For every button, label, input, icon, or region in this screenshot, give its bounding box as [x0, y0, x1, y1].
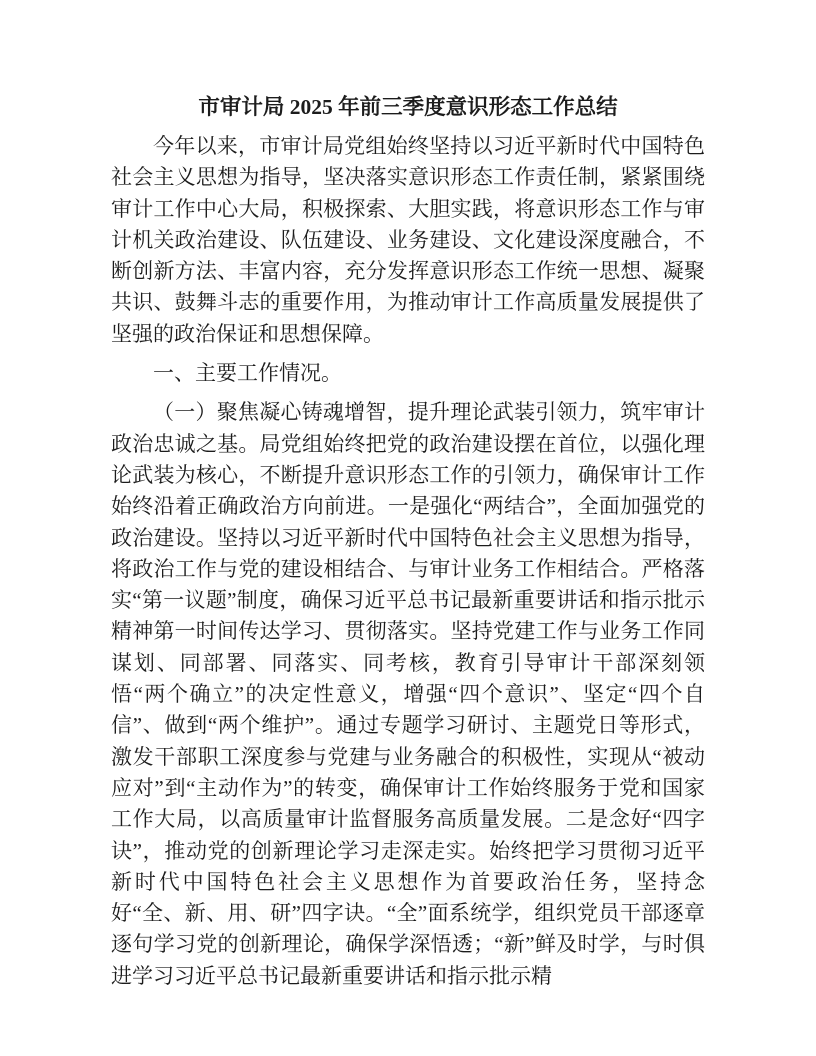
section-heading-main-work: 一、主要工作情况。: [153, 361, 342, 386]
paragraph-section-one: （一）聚焦凝心铸魂增智，提升理论武装引领力，筑牢审计政治忠诚之基。局党组始终把党的政治建设摆在首位，以强化理论武装为核心，不断提升意识形态工作的引领力，确保审计工作始终沿着正确政治方向前进。一是强化“两结合”，全面加强党的政治建设。坚持以习近平新时代中国特色社会主义思想为指导，将政治工作与党的建设相结合、与审计业务工作相结合。严格落实“第一议题”制度，确保习近平总书记最新重要讲话和指示批示精神第一时间传达学习、贯彻落实。坚持党建工作与业务工作同谋划、同部署、同落实、同考核，教育引导审计干部深刻领悟“两个确立”的决定性意义，增强“四个意识”、坚定“四个自信”、做到“两个维护”。通过专题学习研讨、主题党日等形式，激发干部职工深度参与党建与业务融合的积极性，实现从“被动应对”到“主动作为”的转变，确保审计工作始终服务于党和国家工作大局，以高质量审计监督服务高质量发展。二是念好“四字诀”，推动党的创新理论学习走深走实。始终把学习贯彻习近平新时代中国特色社会主义思想作为首要政治任务，坚持念好“全、新、用、研”四字诀。“全”面系统学，组织党员干部逐章逐句学习党的创新理论，确保学深悟透；“新”鲜及时学，与时俱进学习习近平总书记最新重要讲话和指示批示精: [111, 400, 705, 988]
paragraph-intro: 今年以来，市审计局党组始终坚持以习近平新时代中国特色社会主义思想为指导，坚决落实意识形态工作责任制，紧紧围绕审计工作中心大局，积极探索、大胆实践，将意识形态工作与审计机关政治建设、队伍建设、业务建设、文化建设深度融合，不断创新方法、丰富内容，充分发挥意识形态工作统一思想、凝聚共识、鼓舞斗志的重要作用，为推动审计工作高质量发展提供了坚强的政治保证和思想保障。: [111, 134, 705, 346]
document-title: 市审计局 2025 年前三季度意识形态工作总结: [198, 95, 618, 119]
